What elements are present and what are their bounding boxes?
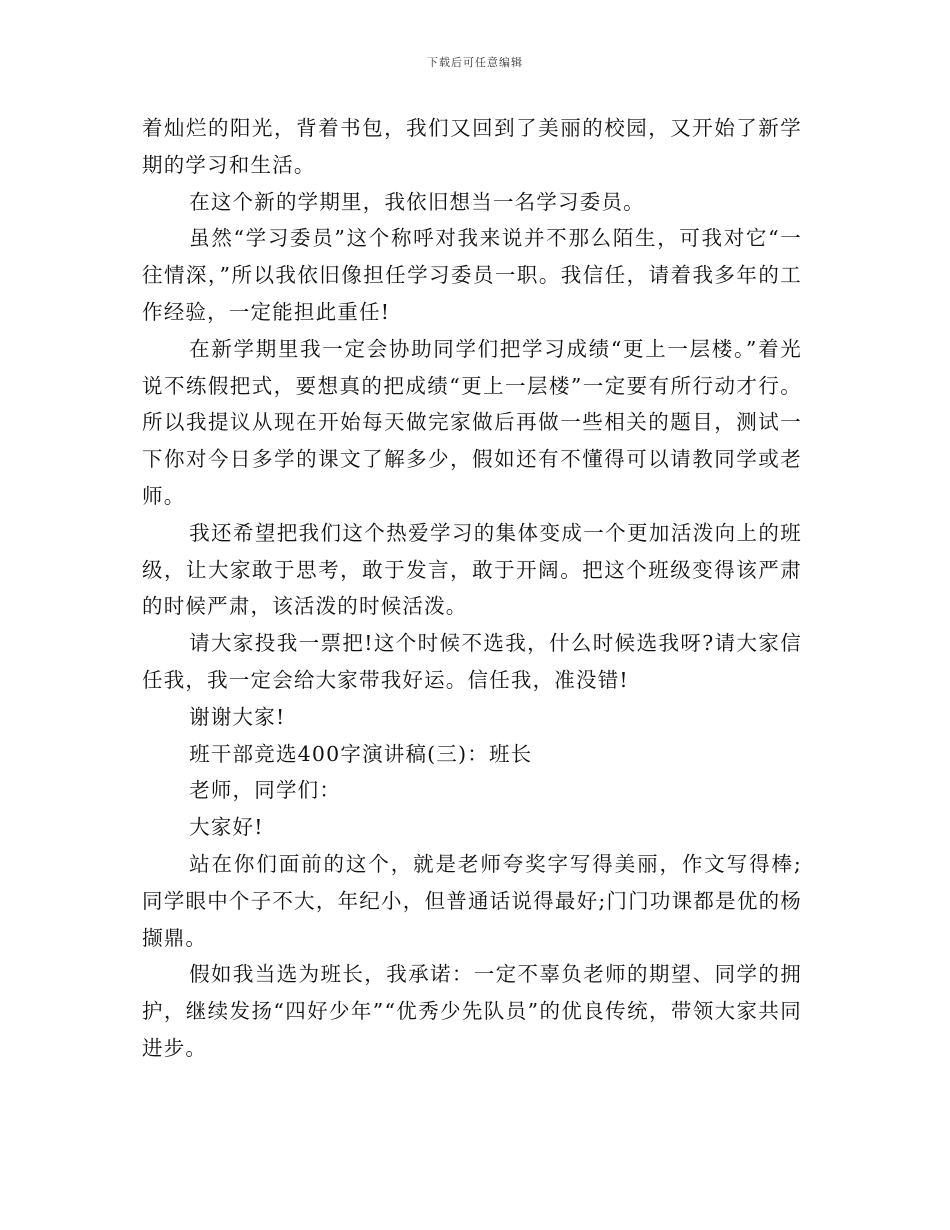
paragraph: 着灿烂的阳光，背着书包，我们又回到了美丽的校园，又开始了新学期的学习和生活。 (142, 116, 802, 177)
paragraph: 在这个新的学期里，我依旧想当一名学习委员。 (189, 189, 645, 214)
page-header: 下载后可任意编辑 (427, 56, 523, 69)
paragraph: 虽然“学习委员”这个称呼对我来说并不那么陌生，可我对它“一往情深，”所以我依旧像担任学习委员一职。我信任，请着我多年的工作经验，一定能担此重任! (142, 226, 802, 324)
paragraph: 我还希望把我们这个热爱学习的集体变成一个更加活泼向上的班级，让大家敢于思考，敢于发言，敢于开阔。把这个班级变得该严肃的时候严肃，该活泼的时候活泼。 (142, 520, 802, 619)
document-body (142, 110, 802, 1067)
paragraph: 假如我当选为班长，我承诺：一定不辜负老师的期望、同学的拥护，继续发扬“四好少年”“优秀少先队员”的优良传统，带领大家共同进步。 (142, 962, 802, 1060)
paragraph: 大家好! (189, 815, 264, 840)
paragraph: 请大家投我一票把!这个时候不选我，什么时候选我呀?请大家信任我，我一定会给大家带我好运。信任我，准没错! (142, 631, 802, 692)
paragraph: 站在你们面前的这个，就是老师夸奖字写得美丽，作文写得棒;同学眼中个子不大，年纪小，但普通话说得最好;门门功课都是优的杨撷鼎。 (142, 851, 802, 950)
paragraph: 老师，同学们： (189, 778, 342, 803)
section-heading: 班干部竞选400字演讲稿(三)：班长 (189, 741, 533, 766)
paragraph: 在新学期里我一定会协助同学们把学习成绩“更上一层楼。”着光说不练假把式，要想真的把成绩“更上一层楼”一定要有所行动才行。所以我提议从现在开始每天做完家做后再做一些相关的题目，测试一下你对今日多学的课文了解多少，假如还有不懂得可以请教同学或老师。 (142, 336, 802, 508)
paragraph: 谢谢大家! (189, 704, 286, 729)
